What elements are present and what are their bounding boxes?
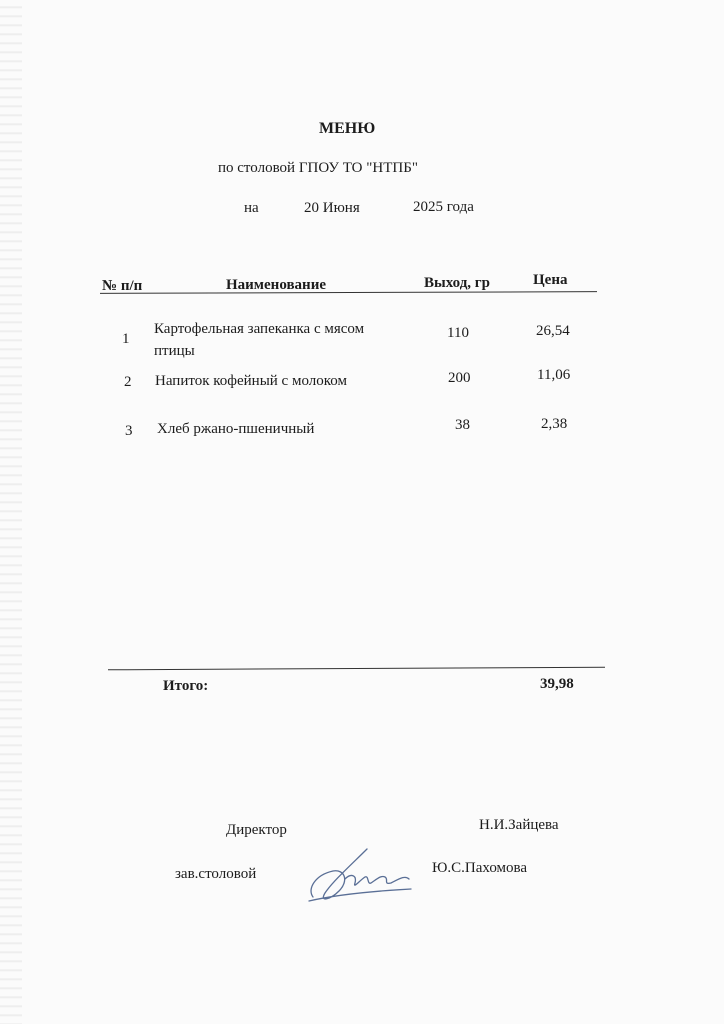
total-label: Итого: (163, 678, 209, 694)
director-name: Н.И.Зайцева (479, 817, 559, 833)
header-price: Цена (533, 272, 568, 288)
row-output: 38 (455, 417, 470, 433)
total-divider (108, 667, 605, 671)
row-number: 3 (125, 423, 133, 439)
row-number: 1 (122, 331, 130, 347)
header-output: Выход, гр (424, 275, 490, 291)
handwritten-signature (305, 845, 415, 910)
date-prefix: на (244, 200, 259, 216)
director-role: Директор (226, 822, 287, 838)
row-output: 200 (448, 370, 471, 386)
manager-role: зав.столовой (175, 866, 257, 882)
document-title: МЕНЮ (319, 120, 376, 137)
scan-edge-noise (0, 0, 22, 1024)
header-number: № п/п (102, 278, 143, 294)
row-output: 110 (447, 325, 469, 341)
date-year: 2025 года (413, 199, 474, 215)
row-name: Напиток кофейный с молоком (155, 373, 347, 389)
row-price: 26,54 (536, 323, 570, 339)
row-name: Хлеб ржано-пшеничный (157, 421, 315, 437)
date-day-month: 20 Июня (304, 200, 360, 216)
row-price: 2,38 (541, 416, 568, 432)
total-value: 39,98 (540, 676, 574, 692)
row-number: 2 (124, 374, 132, 390)
header-name: Наименование (226, 277, 326, 293)
row-price: 11,06 (537, 367, 571, 383)
row-name: Картофельная запеканка с мясом птицы (154, 321, 365, 359)
document-subtitle: по столовой ГПОУ ТО "НТПБ" (218, 160, 418, 176)
header-divider (100, 291, 597, 294)
manager-name: Ю.С.Пахомова (432, 860, 528, 876)
